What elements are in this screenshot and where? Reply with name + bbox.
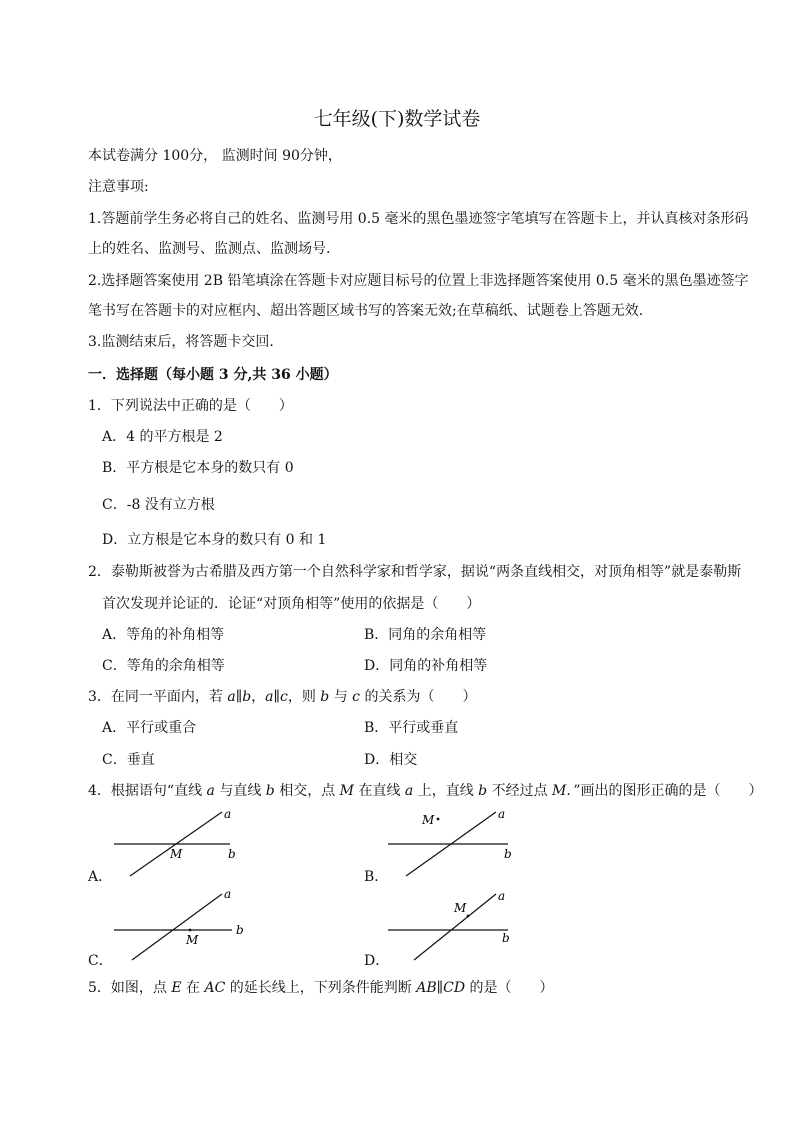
q4-option-c-label: C．	[88, 953, 113, 969]
var-m: M	[339, 783, 354, 799]
q1-option-b: B．平方根是它本身的数只有 0	[102, 460, 294, 476]
q4-figure-b	[384, 804, 524, 880]
section-heading: 一．选择题（每小题 3 分,共 36 小题）	[88, 367, 338, 383]
q3-option-a: A．平行或重合	[102, 720, 197, 736]
q1-option-c: C．-8 没有立方根	[102, 497, 215, 513]
q1-stem: 1．下列说法中正确的是（ ）	[88, 398, 293, 414]
q4-text: ．”画出的图形正确的是（ ）	[566, 783, 763, 799]
note-2-line-1: 2.选择题答案使用 2B 铅笔填涂在答题卡对应题目标号的位置上非选择题答案使用 0.5 毫米的黑色墨迹签字	[88, 273, 749, 289]
q2-stem-line-2: 首次发现并论证的．论证“对顶角相等”使用的依据是（ ）	[102, 596, 481, 612]
var-a: a	[404, 783, 414, 799]
label-b: b	[236, 923, 244, 937]
q4-option-b-label: B．	[364, 869, 389, 885]
q4-text: 与直线	[214, 783, 266, 799]
var-b: b	[478, 783, 488, 799]
var-e: E	[171, 980, 182, 996]
q3-text: ，	[251, 689, 266, 705]
var-c: c	[279, 689, 288, 705]
label-m: M	[186, 933, 199, 947]
q3-text: ，则	[287, 689, 321, 705]
var-a: a	[206, 783, 215, 799]
var-a: a	[227, 689, 236, 705]
q2-option-a: A．等角的补角相等	[102, 627, 225, 643]
label-a: a	[498, 807, 506, 821]
note-2-line-2: 笔书写在答题卡的对应框内、超出答题区域书写的答案无效;在草稿纸、试题卷上答题无效.	[88, 303, 644, 319]
notes-heading: 注意事项:	[88, 179, 149, 195]
q3-text: 的关系为（ ）	[360, 689, 477, 705]
label-m: M	[170, 847, 183, 861]
q4-figure-d	[384, 886, 524, 962]
q4-text: 4．根据语句“直线	[88, 783, 207, 799]
parallel-symbol: ∥	[436, 980, 444, 996]
q1-option-a: A．4 的平方根是 2	[102, 429, 223, 445]
var-b: b	[242, 689, 252, 705]
q4-stem	[88, 780, 763, 800]
q2-stem-line-1: 2．泰勒斯被誉为古希腊及西方第一个自然科学家和哲学家，据说“两条直线相交，对顶角相等”就是泰勒斯	[88, 564, 742, 580]
var-m: M	[552, 783, 567, 799]
q4-text: 在直线	[354, 783, 405, 799]
point-m	[189, 929, 192, 932]
q3-text: 3．在同一平面内，若	[88, 689, 228, 705]
page-title: 七年级(下)数学试卷	[313, 108, 481, 130]
exam-info: 本试卷满分 100分， 监测时间 90分钟，	[88, 148, 342, 164]
q3-text: 与	[329, 689, 353, 705]
q3-option-b: B．平行或垂直	[364, 720, 459, 736]
point-m	[437, 818, 440, 821]
parallel-symbol: ∥	[273, 689, 280, 705]
label-m: M	[422, 813, 435, 827]
var-cd: CD	[443, 980, 466, 996]
line-a	[132, 894, 222, 960]
q5-text: 的是（ ）	[465, 980, 554, 996]
q1-option-d: D．立方根是它本身的数只有 0 和 1	[102, 532, 327, 548]
q5-text: 在	[181, 980, 205, 996]
note-1-line-2: 上的姓名、监测号、监测点、监测场号.	[88, 241, 331, 257]
label-a: a	[224, 887, 232, 901]
parallel-symbol: ∥	[235, 689, 243, 705]
q4-option-d-label: D．	[364, 953, 390, 969]
note-1-line-1: 1.答题前学生务必将自己的姓名、监测号用 0.5 毫米的黑色墨迹签字笔填写在答题卡上，并认真核对条形码	[88, 211, 749, 227]
q2-option-c: C．等角的余角相等	[102, 658, 225, 674]
var-b: b	[265, 783, 275, 799]
q3-option-d: D．相交	[364, 752, 418, 768]
q4-figure-a	[110, 804, 250, 880]
point-m	[467, 915, 470, 918]
q4-option-a-label: A．	[88, 869, 113, 885]
var-a: a	[265, 689, 274, 705]
q4-text: 相交，点	[274, 783, 340, 799]
label-a: a	[498, 889, 506, 903]
q4-text: 上，直线	[413, 783, 479, 799]
q5-text: 5．如图，点	[88, 980, 172, 996]
var-ab: AB	[416, 980, 437, 996]
var-ac: AC	[204, 980, 226, 996]
q5-stem	[88, 977, 554, 997]
q3-stem	[88, 686, 476, 706]
var-b: b	[320, 689, 330, 705]
label-m: M	[454, 901, 467, 915]
label-a: a	[224, 807, 232, 821]
label-b: b	[502, 931, 510, 945]
q5-text: 的延长线上，下列条件能判断	[225, 980, 417, 996]
note-3: 3.监测结束后，将答题卡交回.	[88, 334, 274, 350]
q2-option-b: B．同角的余角相等	[364, 627, 487, 643]
q3-option-c: C．垂直	[102, 752, 155, 768]
q4-figure-c	[110, 886, 250, 962]
label-b: b	[504, 847, 512, 861]
q4-text: 不经过点	[487, 783, 553, 799]
q2-option-d: D．同角的补角相等	[364, 658, 488, 674]
var-c: c	[352, 689, 360, 705]
label-b: b	[228, 847, 236, 861]
